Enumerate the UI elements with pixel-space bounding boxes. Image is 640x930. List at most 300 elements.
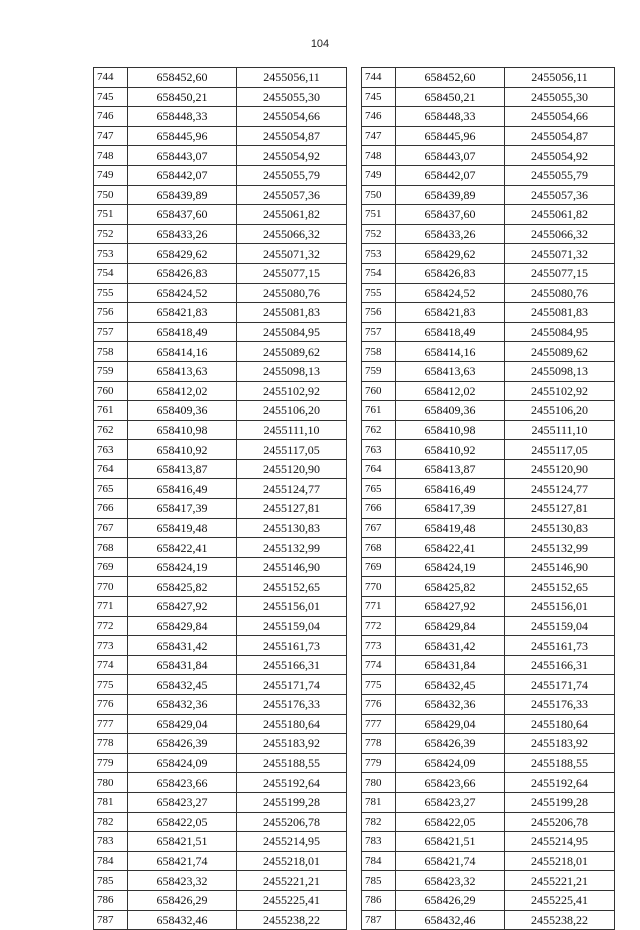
table-row — [94, 322, 347, 342]
point-number-cell: 759 — [362, 361, 396, 381]
x-coordinate-cell: 658439,89 — [128, 185, 237, 205]
table-row — [94, 244, 347, 264]
table-row — [94, 753, 347, 773]
x-coordinate-cell: 658426,83 — [396, 263, 505, 283]
y-coordinate-cell: 2455130,83 — [237, 518, 347, 538]
x-coordinate-cell: 658442,07 — [396, 165, 505, 185]
table-row — [362, 459, 615, 479]
point-number-cell: 776 — [362, 695, 396, 715]
x-coordinate-cell: 658409,36 — [396, 401, 505, 421]
table-row — [362, 851, 615, 871]
table-row — [94, 303, 347, 323]
y-coordinate-cell: 2455166,31 — [505, 655, 615, 675]
y-coordinate-cell: 2455156,01 — [505, 597, 615, 617]
x-coordinate-cell: 658419,48 — [128, 518, 237, 538]
point-number-cell: 780 — [362, 773, 396, 793]
y-coordinate-cell: 2455054,92 — [505, 146, 615, 166]
x-coordinate-cell: 658421,51 — [396, 832, 505, 852]
point-number-cell: 770 — [362, 577, 396, 597]
x-coordinate-cell: 658424,52 — [128, 283, 237, 303]
point-number-cell: 761 — [94, 401, 128, 421]
x-coordinate-cell: 658421,51 — [128, 832, 237, 852]
y-coordinate-cell: 2455238,22 — [237, 910, 347, 930]
y-coordinate-cell: 2455089,62 — [505, 342, 615, 362]
x-coordinate-cell: 658432,45 — [396, 675, 505, 695]
point-number-cell: 785 — [94, 871, 128, 891]
y-coordinate-cell: 2455106,20 — [237, 401, 347, 421]
table-row — [94, 695, 347, 715]
table-row — [94, 146, 347, 166]
point-number-cell: 783 — [362, 832, 396, 852]
x-coordinate-cell: 658422,41 — [128, 538, 237, 558]
y-coordinate-cell: 2455161,73 — [237, 636, 347, 656]
x-coordinate-cell: 658429,62 — [396, 244, 505, 264]
point-number-cell: 761 — [362, 401, 396, 421]
table-row — [362, 303, 615, 323]
y-coordinate-cell: 2455218,01 — [505, 851, 615, 871]
point-number-cell: 786 — [362, 890, 396, 910]
point-number-cell: 787 — [362, 910, 396, 930]
point-number-cell: 752 — [362, 224, 396, 244]
y-coordinate-cell: 2455152,65 — [237, 577, 347, 597]
y-coordinate-cell: 2455077,15 — [237, 263, 347, 283]
point-number-cell: 787 — [94, 910, 128, 930]
point-number-cell: 744 — [362, 68, 396, 88]
table-row — [94, 832, 347, 852]
point-number-cell: 755 — [94, 283, 128, 303]
table-row — [94, 283, 347, 303]
table-row — [362, 165, 615, 185]
x-coordinate-cell: 658432,36 — [128, 695, 237, 715]
y-coordinate-cell: 2455225,41 — [237, 890, 347, 910]
point-number-cell: 768 — [94, 538, 128, 558]
y-coordinate-cell: 2455081,83 — [237, 303, 347, 323]
table-row — [362, 753, 615, 773]
table-row — [362, 244, 615, 264]
x-coordinate-cell: 658423,32 — [128, 871, 237, 891]
x-coordinate-cell: 658437,60 — [128, 205, 237, 225]
table-row — [362, 440, 615, 460]
table-row — [94, 871, 347, 891]
y-coordinate-cell: 2455055,79 — [237, 165, 347, 185]
x-coordinate-cell: 658421,83 — [128, 303, 237, 323]
table-row — [362, 832, 615, 852]
x-coordinate-cell: 658413,87 — [396, 459, 505, 479]
y-coordinate-cell: 2455132,99 — [237, 538, 347, 558]
x-coordinate-cell: 658421,74 — [128, 851, 237, 871]
point-number-cell: 784 — [362, 851, 396, 871]
point-number-cell: 775 — [94, 675, 128, 695]
table-row — [362, 322, 615, 342]
point-number-cell: 784 — [94, 851, 128, 871]
table-row — [362, 499, 615, 519]
table-row — [362, 890, 615, 910]
y-coordinate-cell: 2455221,21 — [505, 871, 615, 891]
y-coordinate-cell: 2455055,30 — [237, 87, 347, 107]
point-number-cell: 763 — [94, 440, 128, 460]
point-number-cell: 766 — [362, 499, 396, 519]
y-coordinate-cell: 2455192,64 — [237, 773, 347, 793]
y-coordinate-cell: 2455098,13 — [237, 361, 347, 381]
y-coordinate-cell: 2455225,41 — [505, 890, 615, 910]
x-coordinate-cell: 658409,36 — [128, 401, 237, 421]
y-coordinate-cell: 2455199,28 — [237, 792, 347, 812]
y-coordinate-cell: 2455102,92 — [505, 381, 615, 401]
x-coordinate-cell: 658423,32 — [396, 871, 505, 891]
table-row — [94, 107, 347, 127]
table-row — [94, 440, 347, 460]
y-coordinate-cell: 2455159,04 — [505, 616, 615, 636]
table-row — [94, 342, 347, 362]
x-coordinate-cell: 658452,60 — [396, 68, 505, 88]
x-coordinate-cell: 658417,39 — [128, 499, 237, 519]
y-coordinate-cell: 2455080,76 — [505, 283, 615, 303]
y-coordinate-cell: 2455188,55 — [505, 753, 615, 773]
table-row — [362, 910, 615, 930]
y-coordinate-cell: 2455054,87 — [237, 126, 347, 146]
x-coordinate-cell: 658410,98 — [128, 420, 237, 440]
table-row — [94, 263, 347, 283]
x-coordinate-cell: 658425,82 — [128, 577, 237, 597]
table-row — [362, 773, 615, 793]
y-coordinate-cell: 2455127,81 — [237, 499, 347, 519]
table-row — [362, 577, 615, 597]
y-coordinate-cell: 2455080,76 — [237, 283, 347, 303]
point-number-cell: 782 — [94, 812, 128, 832]
x-coordinate-cell: 658445,96 — [128, 126, 237, 146]
y-coordinate-cell: 2455176,33 — [505, 695, 615, 715]
table-row — [94, 557, 347, 577]
y-coordinate-cell: 2455124,77 — [505, 479, 615, 499]
y-coordinate-cell: 2455188,55 — [237, 753, 347, 773]
y-coordinate-cell: 2455171,74 — [505, 675, 615, 695]
x-coordinate-cell: 658429,04 — [396, 714, 505, 734]
x-coordinate-cell: 658429,04 — [128, 714, 237, 734]
y-coordinate-cell: 2455056,11 — [505, 68, 615, 88]
x-coordinate-cell: 658433,26 — [128, 224, 237, 244]
y-coordinate-cell: 2455159,04 — [237, 616, 347, 636]
y-coordinate-cell: 2455056,11 — [237, 68, 347, 88]
table-row — [94, 636, 347, 656]
x-coordinate-cell: 658424,19 — [128, 557, 237, 577]
y-coordinate-cell: 2455120,90 — [505, 459, 615, 479]
y-coordinate-cell: 2455171,74 — [237, 675, 347, 695]
table-row — [362, 342, 615, 362]
x-coordinate-cell: 658426,29 — [128, 890, 237, 910]
table-row — [362, 518, 615, 538]
point-number-cell: 764 — [362, 459, 396, 479]
point-number-cell: 748 — [94, 146, 128, 166]
point-number-cell: 764 — [94, 459, 128, 479]
x-coordinate-cell: 658426,29 — [396, 890, 505, 910]
point-number-cell: 746 — [362, 107, 396, 127]
x-coordinate-cell: 658412,02 — [396, 381, 505, 401]
x-coordinate-cell: 658413,63 — [128, 361, 237, 381]
x-coordinate-cell: 658423,66 — [396, 773, 505, 793]
x-coordinate-cell: 658424,19 — [396, 557, 505, 577]
point-number-cell: 745 — [362, 87, 396, 107]
point-number-cell: 782 — [362, 812, 396, 832]
point-number-cell: 779 — [362, 753, 396, 773]
table-row — [94, 714, 347, 734]
x-coordinate-cell: 658422,05 — [396, 812, 505, 832]
table-row — [362, 616, 615, 636]
y-coordinate-cell: 2455183,92 — [237, 734, 347, 754]
point-number-cell: 771 — [94, 597, 128, 617]
x-coordinate-cell: 658432,46 — [128, 910, 237, 930]
x-coordinate-cell: 658432,46 — [396, 910, 505, 930]
y-coordinate-cell: 2455055,30 — [505, 87, 615, 107]
point-number-cell: 756 — [362, 303, 396, 323]
point-number-cell: 750 — [362, 185, 396, 205]
x-coordinate-cell: 658443,07 — [128, 146, 237, 166]
y-coordinate-cell: 2455199,28 — [505, 792, 615, 812]
point-number-cell: 781 — [362, 792, 396, 812]
point-number-cell: 751 — [94, 205, 128, 225]
point-number-cell: 758 — [94, 342, 128, 362]
point-number-cell: 760 — [94, 381, 128, 401]
y-coordinate-cell: 2455221,21 — [237, 871, 347, 891]
point-number-cell: 777 — [94, 714, 128, 734]
x-coordinate-cell: 658429,84 — [128, 616, 237, 636]
point-number-cell: 763 — [362, 440, 396, 460]
y-coordinate-cell: 2455117,05 — [505, 440, 615, 460]
table-row — [362, 126, 615, 146]
table-row — [94, 518, 347, 538]
point-number-cell: 781 — [94, 792, 128, 812]
y-coordinate-cell: 2455054,66 — [505, 107, 615, 127]
coordinates-table-right — [361, 67, 615, 930]
x-coordinate-cell: 658429,84 — [396, 616, 505, 636]
y-coordinate-cell: 2455152,65 — [505, 577, 615, 597]
point-number-cell: 762 — [94, 420, 128, 440]
x-coordinate-cell: 658439,89 — [396, 185, 505, 205]
y-coordinate-cell: 2455057,36 — [237, 185, 347, 205]
x-coordinate-cell: 658423,66 — [128, 773, 237, 793]
point-number-cell: 747 — [362, 126, 396, 146]
y-coordinate-cell: 2455146,90 — [237, 557, 347, 577]
point-number-cell: 785 — [362, 871, 396, 891]
point-number-cell: 762 — [362, 420, 396, 440]
x-coordinate-cell: 658417,39 — [396, 499, 505, 519]
table-row — [362, 636, 615, 656]
point-number-cell: 768 — [362, 538, 396, 558]
point-number-cell: 774 — [362, 655, 396, 675]
table-row — [94, 224, 347, 244]
x-coordinate-cell: 658413,63 — [396, 361, 505, 381]
table-row — [362, 675, 615, 695]
x-coordinate-cell: 658431,42 — [128, 636, 237, 656]
table-row — [94, 910, 347, 930]
point-number-cell: 765 — [362, 479, 396, 499]
y-coordinate-cell: 2455132,99 — [505, 538, 615, 558]
y-coordinate-cell: 2455183,92 — [505, 734, 615, 754]
point-number-cell: 780 — [94, 773, 128, 793]
point-number-cell: 770 — [94, 577, 128, 597]
point-number-cell: 750 — [94, 185, 128, 205]
x-coordinate-cell: 658427,92 — [128, 597, 237, 617]
table-row — [94, 675, 347, 695]
table-row — [94, 792, 347, 812]
point-number-cell: 771 — [362, 597, 396, 617]
table-row — [94, 361, 347, 381]
table-row — [94, 459, 347, 479]
x-coordinate-cell: 658426,83 — [128, 263, 237, 283]
x-coordinate-cell: 658429,62 — [128, 244, 237, 264]
table-row — [94, 890, 347, 910]
point-number-cell: 746 — [94, 107, 128, 127]
table-row — [94, 126, 347, 146]
y-coordinate-cell: 2455176,33 — [237, 695, 347, 715]
x-coordinate-cell: 658432,36 — [396, 695, 505, 715]
x-coordinate-cell: 658421,74 — [396, 851, 505, 871]
point-number-cell: 783 — [94, 832, 128, 852]
y-coordinate-cell: 2455054,66 — [237, 107, 347, 127]
x-coordinate-cell: 658410,92 — [396, 440, 505, 460]
x-coordinate-cell: 658445,96 — [396, 126, 505, 146]
x-coordinate-cell: 658433,26 — [396, 224, 505, 244]
point-number-cell: 748 — [362, 146, 396, 166]
point-number-cell: 744 — [94, 68, 128, 88]
y-coordinate-cell: 2455055,79 — [505, 165, 615, 185]
table-row — [362, 263, 615, 283]
point-number-cell: 757 — [94, 322, 128, 342]
y-coordinate-cell: 2455238,22 — [505, 910, 615, 930]
point-number-cell: 760 — [362, 381, 396, 401]
point-number-cell: 749 — [94, 165, 128, 185]
x-coordinate-cell: 658412,02 — [128, 381, 237, 401]
table-row — [362, 283, 615, 303]
y-coordinate-cell: 2455180,64 — [237, 714, 347, 734]
y-coordinate-cell: 2455161,73 — [505, 636, 615, 656]
x-coordinate-cell: 658424,09 — [396, 753, 505, 773]
y-coordinate-cell: 2455061,82 — [237, 205, 347, 225]
point-number-cell: 751 — [362, 205, 396, 225]
y-coordinate-cell: 2455117,05 — [237, 440, 347, 460]
point-number-cell: 769 — [94, 557, 128, 577]
y-coordinate-cell: 2455106,20 — [505, 401, 615, 421]
y-coordinate-cell: 2455111,10 — [237, 420, 347, 440]
x-coordinate-cell: 658432,45 — [128, 675, 237, 695]
table-row — [362, 381, 615, 401]
y-coordinate-cell: 2455166,31 — [237, 655, 347, 675]
point-number-cell: 773 — [94, 636, 128, 656]
x-coordinate-cell: 658414,16 — [128, 342, 237, 362]
table-row — [362, 597, 615, 617]
y-coordinate-cell: 2455120,90 — [237, 459, 347, 479]
y-coordinate-cell: 2455054,87 — [505, 126, 615, 146]
table-row — [94, 381, 347, 401]
x-coordinate-cell: 658419,48 — [396, 518, 505, 538]
x-coordinate-cell: 658448,33 — [396, 107, 505, 127]
point-number-cell: 774 — [94, 655, 128, 675]
point-number-cell: 756 — [94, 303, 128, 323]
point-number-cell: 753 — [94, 244, 128, 264]
y-coordinate-cell: 2455061,82 — [505, 205, 615, 225]
y-coordinate-cell: 2455127,81 — [505, 499, 615, 519]
x-coordinate-cell: 658423,27 — [128, 792, 237, 812]
table-row — [362, 557, 615, 577]
point-number-cell: 777 — [362, 714, 396, 734]
y-coordinate-cell: 2455218,01 — [237, 851, 347, 871]
table-row — [362, 361, 615, 381]
page-number: 104 — [310, 38, 330, 50]
table-row — [94, 812, 347, 832]
point-number-cell: 767 — [362, 518, 396, 538]
x-coordinate-cell: 658442,07 — [128, 165, 237, 185]
table-row — [94, 616, 347, 636]
y-coordinate-cell: 2455206,78 — [505, 812, 615, 832]
x-coordinate-cell: 658422,41 — [396, 538, 505, 558]
table-row — [362, 734, 615, 754]
y-coordinate-cell: 2455084,95 — [237, 322, 347, 342]
table-row — [94, 538, 347, 558]
table-row — [362, 792, 615, 812]
x-coordinate-cell: 658431,84 — [396, 655, 505, 675]
table-row — [94, 165, 347, 185]
y-coordinate-cell: 2455180,64 — [505, 714, 615, 734]
point-number-cell: 772 — [94, 616, 128, 636]
point-number-cell: 745 — [94, 87, 128, 107]
table-row — [362, 420, 615, 440]
point-number-cell: 778 — [94, 734, 128, 754]
y-coordinate-cell: 2455146,90 — [505, 557, 615, 577]
x-coordinate-cell: 658421,83 — [396, 303, 505, 323]
table-row — [94, 851, 347, 871]
y-coordinate-cell: 2455066,32 — [237, 224, 347, 244]
x-coordinate-cell: 658426,39 — [128, 734, 237, 754]
point-number-cell: 765 — [94, 479, 128, 499]
point-number-cell: 772 — [362, 616, 396, 636]
point-number-cell: 749 — [362, 165, 396, 185]
y-coordinate-cell: 2455071,32 — [237, 244, 347, 264]
table-row — [362, 655, 615, 675]
point-number-cell: 773 — [362, 636, 396, 656]
point-number-cell: 775 — [362, 675, 396, 695]
table-row — [362, 538, 615, 558]
point-number-cell: 758 — [362, 342, 396, 362]
y-coordinate-cell: 2455077,15 — [505, 263, 615, 283]
table-row — [94, 597, 347, 617]
point-number-cell: 747 — [94, 126, 128, 146]
y-coordinate-cell: 2455124,77 — [237, 479, 347, 499]
table-row — [94, 185, 347, 205]
table-row — [362, 87, 615, 107]
x-coordinate-cell: 658413,87 — [128, 459, 237, 479]
x-coordinate-cell: 658431,42 — [396, 636, 505, 656]
x-coordinate-cell: 658418,49 — [128, 322, 237, 342]
table-row — [94, 205, 347, 225]
x-coordinate-cell: 658431,84 — [128, 655, 237, 675]
y-coordinate-cell: 2455071,32 — [505, 244, 615, 264]
point-number-cell: 754 — [362, 263, 396, 283]
table-row — [94, 577, 347, 597]
table-row — [362, 68, 615, 88]
coordinates-table-right-body — [362, 68, 615, 930]
point-number-cell: 753 — [362, 244, 396, 264]
x-coordinate-cell: 658416,49 — [128, 479, 237, 499]
table-row — [362, 812, 615, 832]
table-row — [362, 401, 615, 421]
table-row — [362, 714, 615, 734]
point-number-cell: 786 — [94, 890, 128, 910]
table-row — [94, 68, 347, 88]
x-coordinate-cell: 658437,60 — [396, 205, 505, 225]
table-row — [94, 499, 347, 519]
point-number-cell: 766 — [94, 499, 128, 519]
x-coordinate-cell: 658422,05 — [128, 812, 237, 832]
coordinates-table-left-body — [94, 68, 347, 930]
